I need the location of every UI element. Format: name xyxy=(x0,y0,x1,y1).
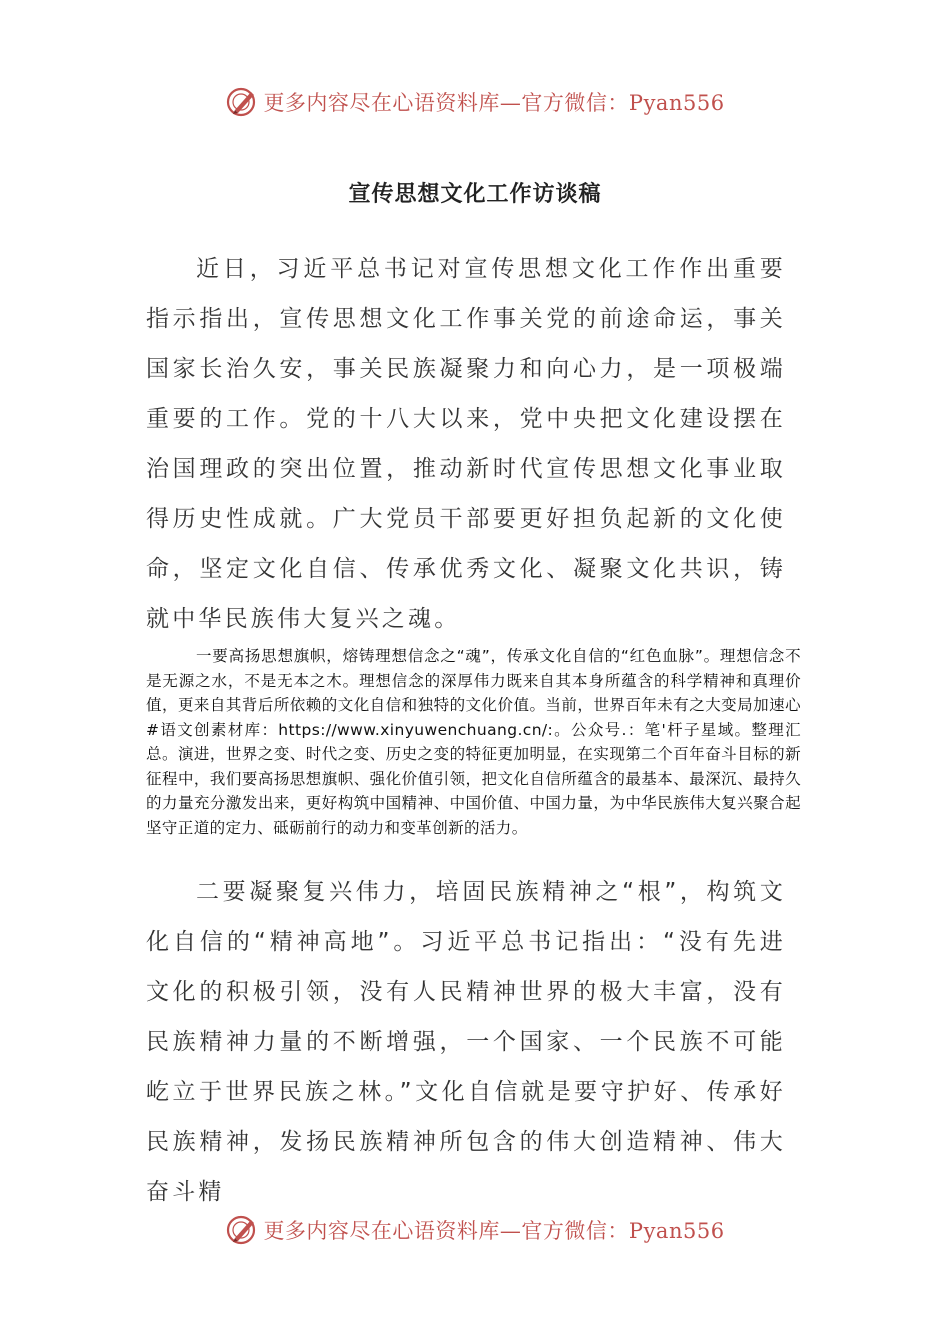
paragraph-point-one: 一要高扬思想旗帜，熔铸理想信念之“魂”，传承文化自信的“红色血脉”。理想信念不是无源之水，不是无本之木。理想信念的深厚伟力既来自其本身所蕴含的科学精神和真理价值，更来自其背后所依赖的文化自信和独特的文化价值。当前，世界百年未有之大变局加速心#语文创素材库：https://www.xinyuwenchuang.cn/:。公众号.：笔'杆子星域。整理汇总。演进，世界之变、时代之变、历史之变的特征更加明显，在实现第二个百年奋斗目标的新征程中，我们要高扬思想旗帜、强化价值引领，把文化自信所蕴含的最基本、最深沉、最持久的力量充分激发出来，更好构筑中国精神、中国价值、中国力量，为中华民族伟大复兴聚合起坚守正道的定力、砥砺前行的动力和变革创新的活力。 xyxy=(146,647,801,837)
footer-watermark-text: 更多内容尽在心语资料库—官方微信：Pyan556 xyxy=(263,1219,725,1243)
pen-nib-circle-icon xyxy=(225,1213,259,1247)
header-watermark-text: 更多内容尽在心语资料库—官方微信：Pyan556 xyxy=(263,91,725,115)
footer-watermark-banner xyxy=(0,1210,950,1250)
paragraph-point-two: 二要凝聚复兴伟力，培固民族精神之“根”，构筑文化自信的“精神高地”。习近平总书记指出：“没有先进文化的积极引领，没有人民精神世界的极大丰富，没有民族精神力量的不断增强，一个国家、一个民族不可能屹立于世界民族之林。”文化自信就是要守护好、传承好民族精神，发扬民族精神所包含的伟大创造精神、伟大奋斗精 xyxy=(146,879,786,1205)
paragraph-intro: 近日，习近平总书记对宣传思想文化工作作出重要指示指出，宣传思想文化工作事关党的前途命运，事关国家长治久安，事关民族凝聚力和向心力，是一项极端重要的工作。党的十八大以来，党中央把文化建设摆在治国理政的突出位置，推动新时代宣传思想文化事业取得历史性成就。广大党员干部要更好担负起新的文化使命，坚定文化自信、传承优秀文化、凝聚文化共识，铸就中华民族伟大复兴之魂。 xyxy=(146,256,786,632)
header-watermark-banner xyxy=(0,82,950,122)
pen-nib-circle-icon xyxy=(225,85,259,119)
document-title: 宣传思想文化工作访谈稿 xyxy=(348,181,602,207)
